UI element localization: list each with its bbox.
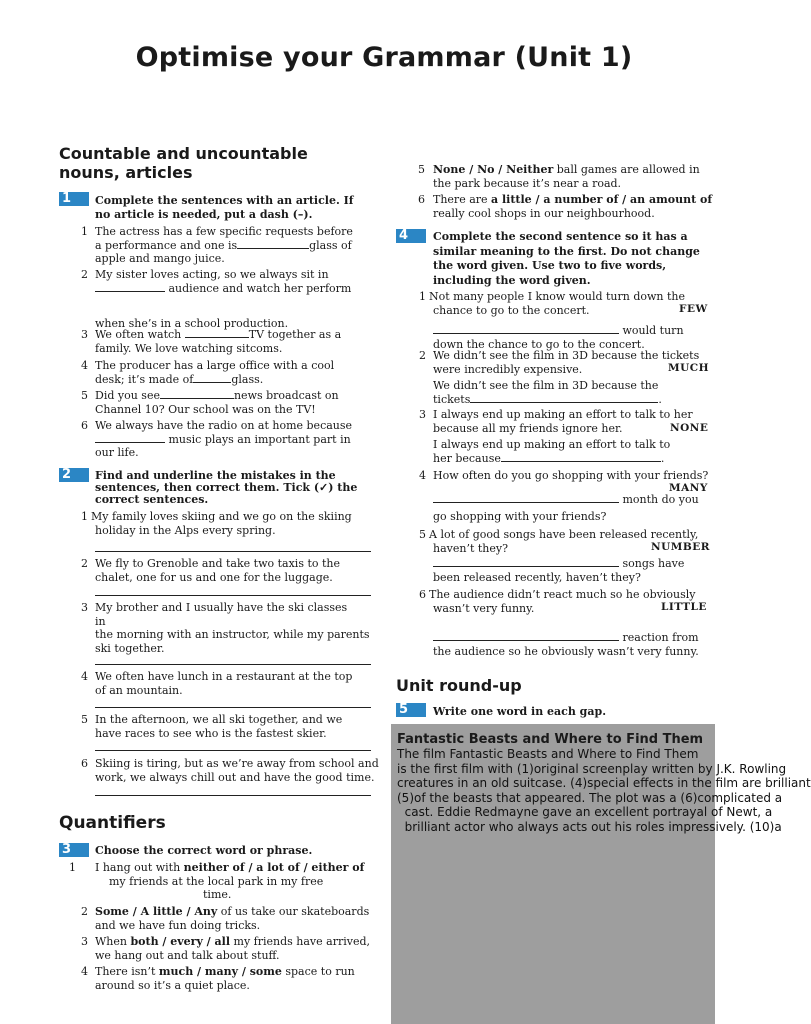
item-text: of an mountain. xyxy=(95,683,183,697)
exercise-item xyxy=(433,408,693,435)
item-text: In the afternoon, we all ski together, and we xyxy=(95,713,343,726)
exercise-answer xyxy=(433,557,684,584)
answer-line[interactable] xyxy=(95,595,371,596)
item-text: were incredibly expensive. xyxy=(433,362,583,376)
exercise-item xyxy=(95,601,370,655)
reading-text-line: (5)of the beasts that appeared. The plot was a (6)complicated a xyxy=(397,790,783,805)
key-word: FEW xyxy=(679,303,708,315)
item-text: When xyxy=(95,935,131,948)
key-word: LITTLE xyxy=(661,601,707,613)
word-choice[interactable]: neither of / a lot of / either of xyxy=(183,861,365,874)
instruction-line: correct sentences. xyxy=(95,493,209,506)
word-choice[interactable]: much / many / some xyxy=(158,965,282,978)
item-text: holiday in the Alps every spring. xyxy=(95,523,276,537)
exercise-item xyxy=(95,670,352,697)
item-text: The producer has a large office with a cool xyxy=(95,359,335,372)
answer-gap[interactable] xyxy=(470,393,658,403)
item-text: My family loves skiing and we go on the skiing xyxy=(91,510,352,523)
item-text: my friends have arrived, xyxy=(230,935,370,948)
item-text: apple and mango juice. xyxy=(95,252,225,265)
item-text: We often have lunch in a restaurant at the top xyxy=(95,670,353,683)
item-text: TV together as a xyxy=(248,328,342,341)
exercise-item xyxy=(95,965,355,992)
answer-gap[interactable] xyxy=(433,557,619,567)
item-text: We fly to Grenoble and take two taxis to the xyxy=(95,557,341,570)
item-number: 1 xyxy=(81,510,88,523)
exercise-item xyxy=(95,713,342,740)
item-text: The audience didn’t react much so he obviously xyxy=(429,588,696,601)
answer-gap[interactable] xyxy=(185,328,249,338)
answer-line[interactable] xyxy=(95,707,371,708)
item-text: tickets xyxy=(433,392,471,406)
item-text: when she’s in a school production. xyxy=(95,317,289,330)
item-number: 2 xyxy=(81,905,88,918)
item-text: glass. xyxy=(231,372,264,386)
answer-line[interactable] xyxy=(95,750,371,751)
item-number: 4 xyxy=(81,359,88,372)
word-choice[interactable]: Some / A little / Any xyxy=(95,905,218,918)
answer-gap[interactable] xyxy=(95,433,165,443)
item-text: We didn’t see the film in 3D because the xyxy=(433,379,659,392)
item-number: 1 xyxy=(69,861,76,874)
item-number: 4 xyxy=(81,965,88,978)
instruction-line: Find and underline the mistakes in the xyxy=(95,469,336,482)
key-word: NONE xyxy=(670,422,709,434)
exercise-instruction xyxy=(95,470,357,506)
reading-text xyxy=(391,724,811,1024)
word-choice[interactable]: a little / a number of / an amount of xyxy=(491,193,713,206)
item-number: 3 xyxy=(81,328,88,341)
item-text: A lot of good songs have been released recently, xyxy=(429,528,699,541)
reading-text-line: brilliant actor who always acts out his roles impressively. (10)a xyxy=(397,819,782,834)
item-text: around so it’s a quiet place. xyxy=(95,978,250,992)
item-text: songs have xyxy=(622,557,685,570)
reading-text-line: cast. Eddie Redmayne gave an excellent portrayal of Newt, a xyxy=(397,805,773,819)
item-number: 1 xyxy=(81,225,88,238)
word-choice[interactable]: both / every / all xyxy=(130,935,231,948)
reading-text-line: is the first film with (1)original screenplay written by J.K. Rowling xyxy=(397,761,787,776)
item-number: 3 xyxy=(419,408,426,421)
item-number: 5 xyxy=(418,163,425,176)
exercise-item xyxy=(95,328,341,355)
item-text: ball games are allowed in xyxy=(553,163,700,176)
item-text: I hang out with xyxy=(95,861,184,874)
exercise-item xyxy=(433,193,712,220)
item-text: My sister loves acting, so we always sit in xyxy=(95,268,329,281)
item-text: . xyxy=(660,451,665,465)
item-text: We often watch xyxy=(95,328,182,341)
item-text: We always have the radio on at home because xyxy=(95,419,353,432)
item-text: Channel 10? Our school was on the TV! xyxy=(95,402,316,416)
item-text: haven’t they? xyxy=(433,541,508,555)
section-heading-line: nouns, articles xyxy=(59,163,193,182)
exercise-item xyxy=(95,935,370,962)
exercise-number: 3 xyxy=(59,843,89,857)
exercise-answer xyxy=(433,631,699,658)
item-text: my friends at the local park in my free xyxy=(109,874,324,888)
item-text: I always end up making an effort to talk to her xyxy=(433,408,693,421)
item-text: month do you xyxy=(622,493,699,506)
answer-gap[interactable] xyxy=(433,493,619,503)
item-text: her because xyxy=(433,451,501,465)
item-number: 2 xyxy=(81,557,88,570)
answer-gap[interactable] xyxy=(237,239,309,249)
exercise-instruction: Choose the correct word or phrase. xyxy=(95,844,313,857)
item-text: go shopping with your friends? xyxy=(433,509,607,523)
item-text: ski together. xyxy=(95,641,165,655)
answer-gap[interactable] xyxy=(433,631,619,641)
exercise-number: 1 xyxy=(59,192,89,206)
item-number: 3 xyxy=(81,935,88,948)
item-text: My brother and I usually have the ski classes xyxy=(95,601,348,614)
instruction-line: sentences, then correct them. Tick (✓) the xyxy=(95,481,358,494)
section-heading-countable xyxy=(59,144,308,182)
item-text: the park because it’s near a road. xyxy=(433,176,622,190)
item-text: Not many people I know would turn down the xyxy=(429,290,686,303)
item-text: There are xyxy=(433,193,492,206)
item-number: 3 xyxy=(81,601,88,614)
reading-text-line: creatures in an old suitcase. (4)special effects in the film are brilliant xyxy=(397,776,811,790)
item-text: space to run xyxy=(281,965,355,978)
exercise-number: 5 xyxy=(396,703,426,717)
item-text: chance to go to the concert. xyxy=(433,303,590,317)
item-number: 4 xyxy=(419,469,426,482)
item-text: There isn’t xyxy=(95,965,159,978)
answer-line[interactable] xyxy=(95,664,371,665)
exercise-answer xyxy=(433,493,699,523)
page-title: Optimise your Grammar (Unit 1) xyxy=(135,42,633,73)
item-text: we hang out and talk about stuff. xyxy=(95,948,280,962)
exercise-item xyxy=(429,290,685,317)
item-number: 6 xyxy=(419,588,426,601)
item-text: of us take our skateboards xyxy=(217,905,370,918)
answer-gap[interactable] xyxy=(160,389,234,399)
item-text: music plays an important part in xyxy=(168,432,351,446)
exercise-item xyxy=(95,861,364,902)
item-text: been released recently, haven’t they? xyxy=(433,570,641,584)
item-text: glass of xyxy=(309,238,352,252)
item-text: How often do you go shopping with your friends? xyxy=(433,469,709,482)
exercise-instruction xyxy=(95,194,354,221)
exercise-item xyxy=(95,268,351,295)
exercise-item xyxy=(91,510,352,537)
key-word: MUCH xyxy=(668,362,710,374)
item-text: reaction from xyxy=(622,631,699,644)
item-text: Did you see xyxy=(95,389,160,402)
exercise-answer xyxy=(433,438,670,465)
item-number: 5 xyxy=(419,528,426,541)
item-text: the audience so he obviously wasn’t very funny. xyxy=(433,644,699,658)
instruction-line: Complete the sentences with an article. If xyxy=(95,194,354,207)
answer-gap[interactable] xyxy=(501,452,661,462)
exercise-item xyxy=(95,359,334,386)
item-text: a performance and one is xyxy=(95,238,238,252)
exercise-item xyxy=(429,588,696,615)
exercise-answer xyxy=(433,324,684,351)
item-text: . xyxy=(658,392,662,406)
item-text: and we have fun doing tricks. xyxy=(95,918,261,932)
instruction-line: including the word given. xyxy=(433,273,591,287)
exercise-item xyxy=(95,419,352,460)
item-number: 6 xyxy=(81,757,88,770)
item-number: 1 xyxy=(419,290,426,303)
item-text: time. xyxy=(203,888,232,901)
reading-text-line: The film Fantastic Beasts and Where to Find Them xyxy=(397,747,699,761)
answer-line[interactable] xyxy=(95,551,371,552)
item-text: would turn xyxy=(622,324,684,337)
exercise-item xyxy=(433,163,700,190)
key-word: NUMBER xyxy=(651,541,710,553)
exercise-item xyxy=(95,757,379,784)
item-number: 4 xyxy=(81,670,88,683)
item-number: 6 xyxy=(418,193,425,206)
exercise-number: 2 xyxy=(59,468,89,482)
section-heading-quantifiers: Quantifiers xyxy=(59,813,166,833)
item-text: wasn’t very funny. xyxy=(433,601,535,615)
item-number: 5 xyxy=(81,389,88,402)
exercise-item xyxy=(95,905,369,932)
item-text: really cool shops in our neighbourhood. xyxy=(433,206,655,220)
exercise-instruction xyxy=(433,230,700,288)
instruction-line: the word given. Use two to five words, xyxy=(433,259,667,272)
item-text: the morning with an instructor, while my parents xyxy=(95,628,370,641)
item-text: Skiing is tiring, but as we’re away from school and xyxy=(95,757,379,770)
exercise-item xyxy=(95,225,353,266)
reading-text-heading: Fantastic Beasts and Where to Find Them xyxy=(397,732,704,747)
word-choice[interactable]: None / No / Neither xyxy=(433,163,554,176)
exercise-item xyxy=(433,349,699,376)
answer-gap[interactable] xyxy=(95,282,165,292)
instruction-line: similar meaning to the first. Do not change xyxy=(433,244,700,258)
item-text: down the chance to go to the concert. xyxy=(433,337,645,351)
item-number: 2 xyxy=(81,268,88,281)
exercise-item xyxy=(95,389,339,416)
item-text: We didn’t see the film in 3D because the tickets xyxy=(433,349,700,362)
item-text: our life. xyxy=(95,446,139,459)
instruction-line: no article is needed, put a dash (–). xyxy=(95,207,313,221)
item-text: desk; it’s made of xyxy=(95,372,194,386)
item-number: 5 xyxy=(81,713,88,726)
answer-line[interactable] xyxy=(95,795,371,796)
item-number: 6 xyxy=(81,419,88,432)
exercise-instruction: Write one word in each gap. xyxy=(433,705,607,718)
item-text: chalet, one for us and one for the luggage. xyxy=(95,570,333,584)
item-text: I always end up making an effort to talk to xyxy=(433,438,671,451)
item-number: 2 xyxy=(419,349,426,362)
item-text: news broadcast on xyxy=(233,389,339,402)
instruction-line: Complete the second sentence so it has a xyxy=(433,230,688,243)
answer-gap[interactable] xyxy=(433,324,619,334)
item-text: work, we always chill out and have the good time. xyxy=(95,770,375,784)
exercise-answer xyxy=(433,379,662,406)
section-heading-roundup: Unit round-up xyxy=(396,676,522,695)
item-text: in xyxy=(95,614,106,628)
section-heading-line: Countable and uncountable xyxy=(59,144,308,163)
item-text: because all my friends ignore her. xyxy=(433,421,623,435)
exercise-number: 4 xyxy=(396,229,426,243)
key-word: MANY xyxy=(669,482,708,494)
answer-gap[interactable] xyxy=(193,373,231,383)
item-text: audience and watch her perform xyxy=(168,281,352,295)
item-text: have races to see who is the fastest skier. xyxy=(95,726,327,740)
item-text: family. We love watching sitcoms. xyxy=(95,341,283,355)
exercise-item xyxy=(95,557,340,584)
item-text: The actress has a few specific requests before xyxy=(95,225,353,238)
